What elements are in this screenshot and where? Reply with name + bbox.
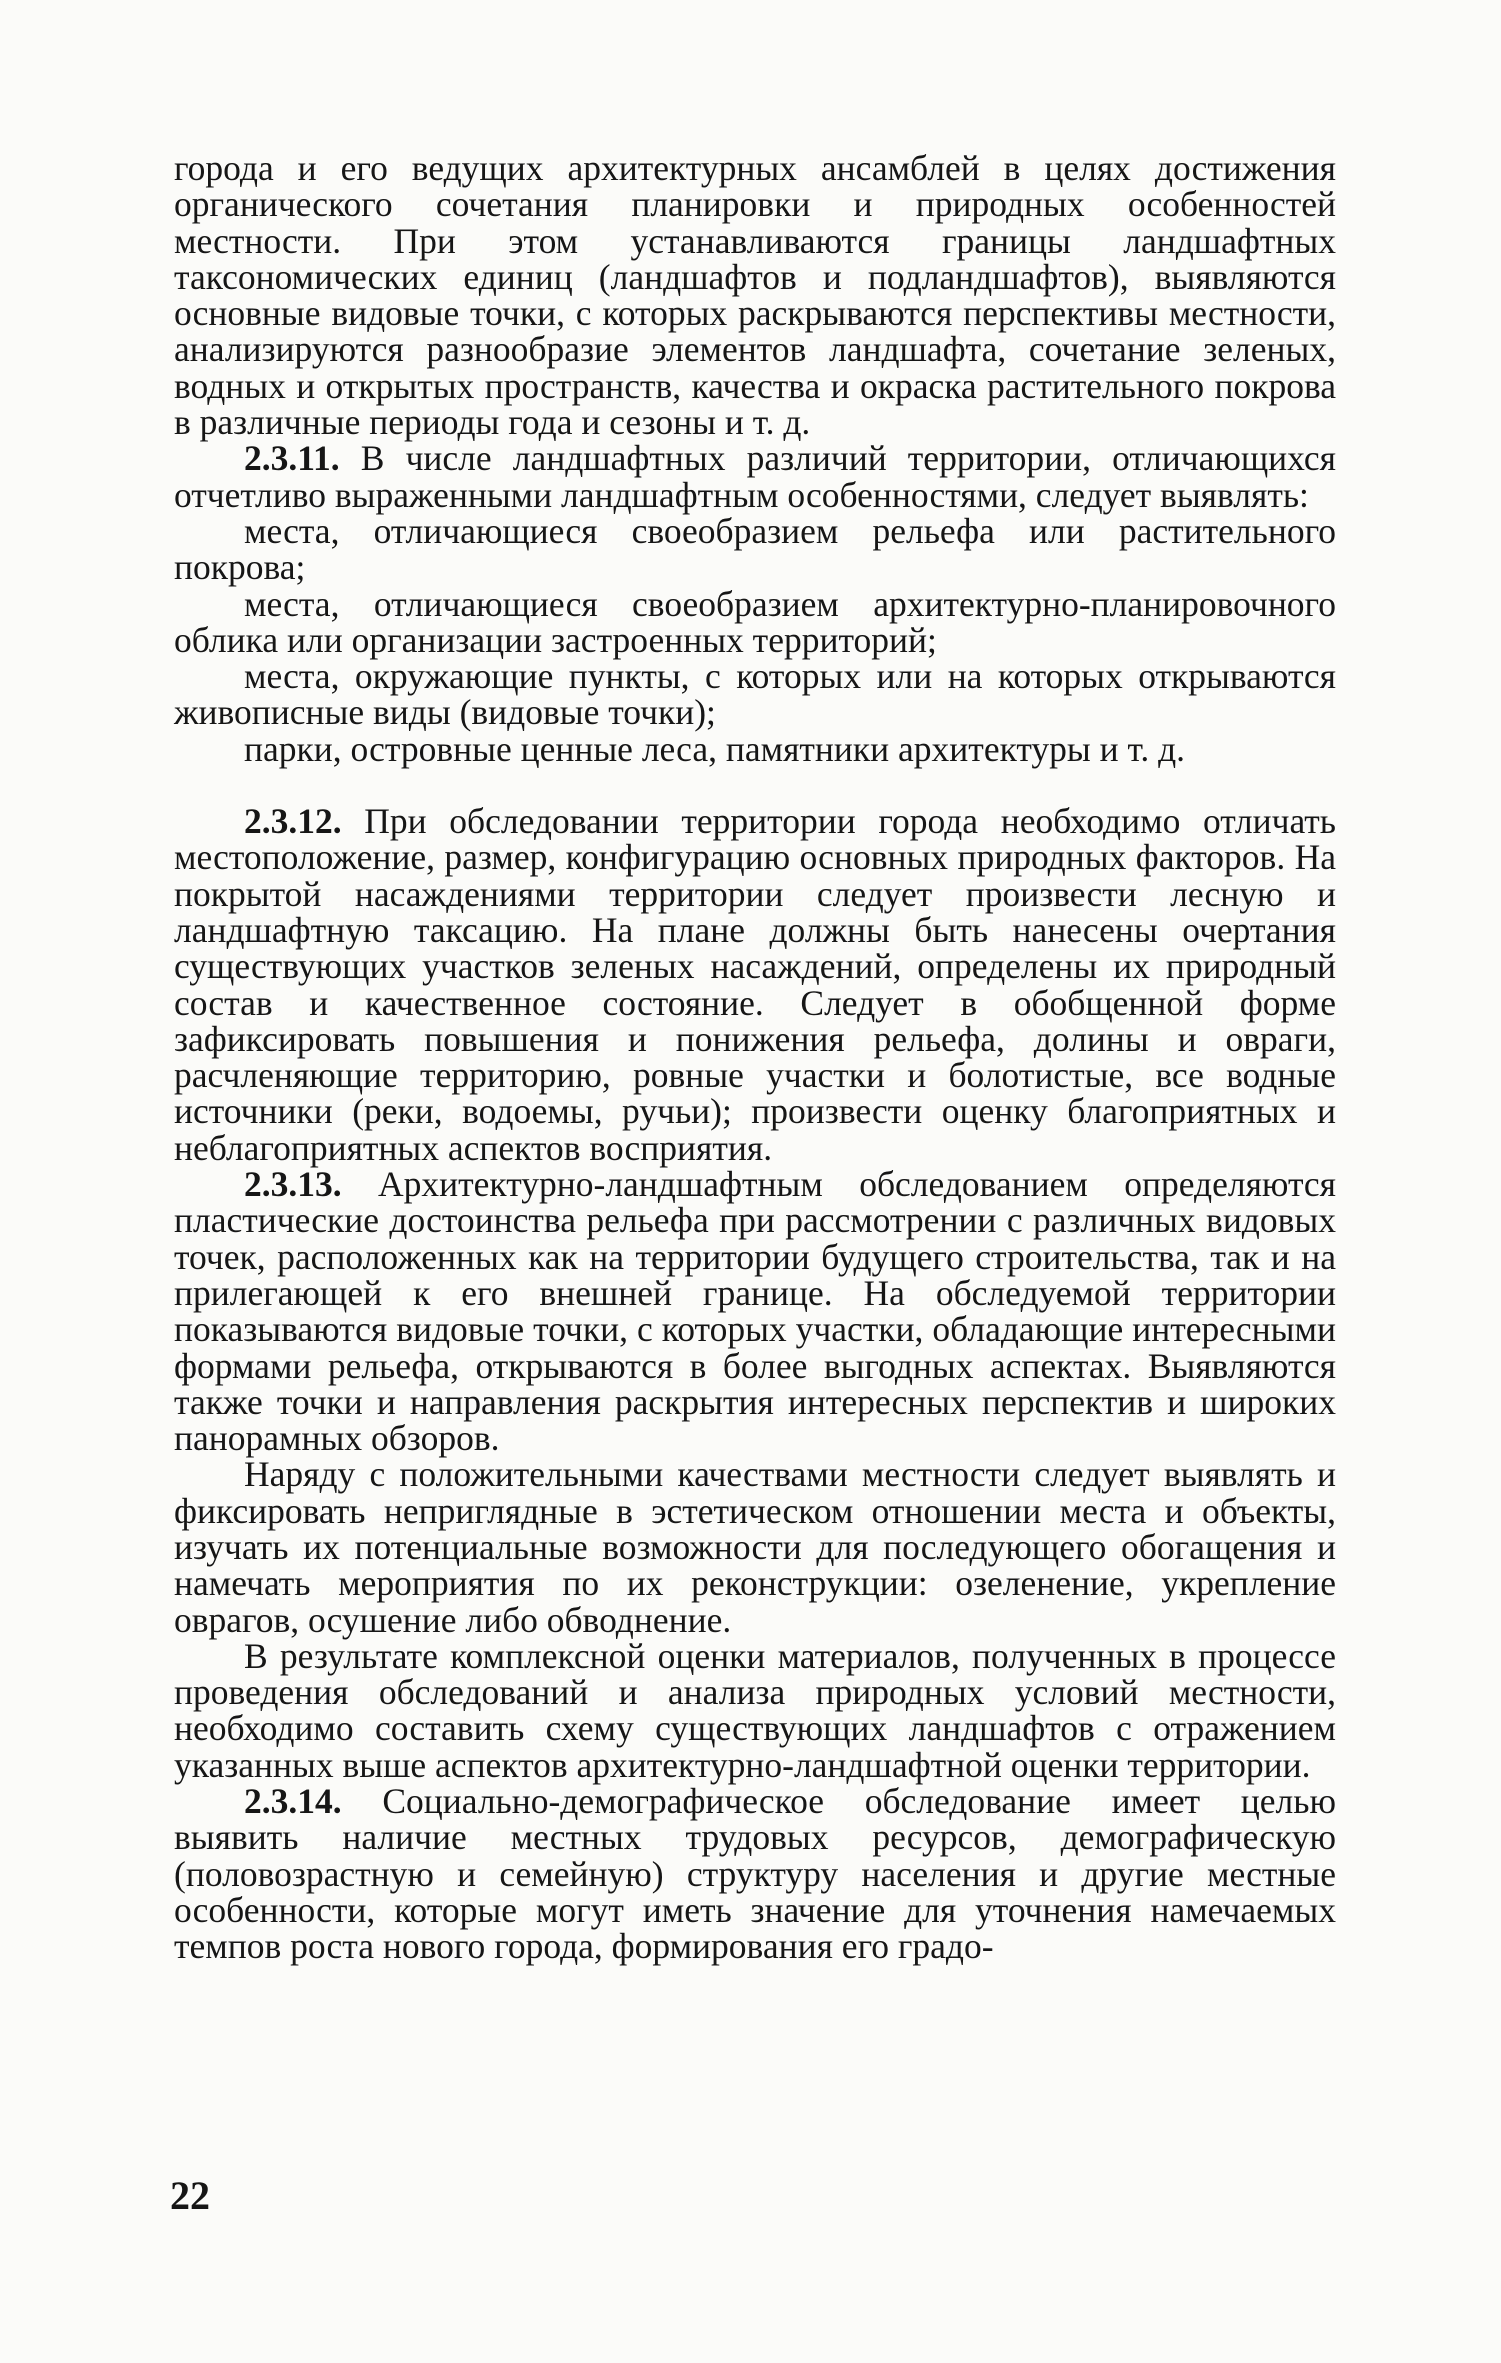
list-item-relief bbox=[174, 510, 1336, 588]
paragraph-2-3-12 bbox=[174, 803, 1336, 1166]
paragraph-intro bbox=[174, 148, 1336, 443]
paragraph-text: места, отличающиеся своеобразием архитектурно-планировочного облика или организации застроенных территорий; bbox=[174, 583, 1336, 660]
paragraph-text: города и его ведущих архитектурных ансамблей в целях достижения органического сочетания планировки и природных особенностей местности. При этом устанавливаются границы ландшафтных таксономических единиц (ландшафтов и подландшафтов), выявляются основные видовые точки, с которых раскрываются перспективы местности, анализируются разнообразие элементов ландшафта, сочетание зеленых, водных и открытых пространств, качества и окраска растительного покрова в различные периоды года и сезоны и т. д. bbox=[174, 148, 1336, 443]
list-item-parks bbox=[174, 728, 1336, 769]
paragraph-text: Наряду с положительными качествами местности следует выявлять и фиксировать неприглядные в эстетическом отношении места и объекты, изучать их потенциальные возможности для последующего обогащения и намечать мероприятия по их реконструкции: озеленение, укрепление оврагов, осушение либо обводнение. bbox=[174, 1454, 1336, 1640]
section-number: 2.3.13. bbox=[244, 1164, 342, 1205]
paragraph-text: Социально-демографическое обследование имеет целью выявить наличие местных трудовых ресурсов, демографическую (половозрастную и семейную) структуру населения и другие местные особенности, которые могут иметь значение для уточнения намечаемых темпов роста нового города, формирования его градо- bbox=[174, 1781, 1336, 1967]
body-text bbox=[174, 150, 1336, 1965]
paragraph-negative-qualities bbox=[174, 1454, 1336, 1640]
page-number: 22 bbox=[170, 2173, 210, 2218]
paragraph-2-3-13 bbox=[174, 1164, 1336, 1459]
paragraph-2-3-11 bbox=[174, 440, 1336, 513]
paragraph-text: парки, островные ценные леса, памятники архитектуры и т. д. bbox=[244, 728, 1186, 769]
paragraph-text: В результате комплексной оценки материалов, полученных в процессе проведения обследований и анализа природных условий местности, необходимо составить схему существующих ландшафтов с отражением указанных выше аспектов архитектурно-ландшафтной оценки территории. bbox=[174, 1635, 1336, 1785]
paragraph-text: места, отличающиеся своеобразием рельефа или растительного покрова; bbox=[174, 510, 1336, 588]
section-number: 2.3.14. bbox=[244, 1781, 342, 1822]
paragraph-text: места, окружающие пункты, с которых или на которых открываются живописные виды (видовые точки); bbox=[174, 656, 1336, 733]
list-item-architecture bbox=[174, 583, 1336, 660]
section-number: 2.3.12. bbox=[244, 801, 342, 842]
section-number: 2.3.11. bbox=[244, 438, 340, 479]
paragraph-2-3-14 bbox=[174, 1781, 1336, 1967]
list-item-viewpoints bbox=[174, 658, 1336, 731]
paragraph-text: При обследовании территории города необходимо отличать местоположение, размер, конфигурацию основных природных факторов. На покрытой насаждениями территории следует произвести лесную и ландшафтную таксацию. На плане должны быть нанесены очертания существующих участков зеленых насаждений, определены их природный состав и качественное состояние. Следует в обобщенной форме зафиксировать повышения и понижения рельефа, долины и овраги, расчленяющие территорию, ровные участки и болотистые, все водные источники (реки, водоемы, ручьи); произвести оценку благоприятных и неблагоприятных аспектов восприятия. bbox=[174, 801, 1336, 1168]
paragraph-complex-assessment bbox=[174, 1635, 1336, 1785]
paragraph-text: Архитектурно-ландшафтным обследованием определяются пластические достоинства рельефа при рассмотрении с различных видовых точек, расположенных как на территории будущего строительства, так и на прилегающей к его внешней границе. На обследуемой территории показываются видовые точки, с которых участки, обладающие интересными формами рельефа, открываются в более выгодных аспектах. Выявляются также точки и направления раскрытия интересных перспектив и широких панорамных обзоров. bbox=[174, 1164, 1336, 1459]
paragraph-text: В числе ландшафтных различий территории, отличающихся отчетливо выраженными ландшафтным особенностями, следует выявлять: bbox=[174, 438, 1336, 515]
